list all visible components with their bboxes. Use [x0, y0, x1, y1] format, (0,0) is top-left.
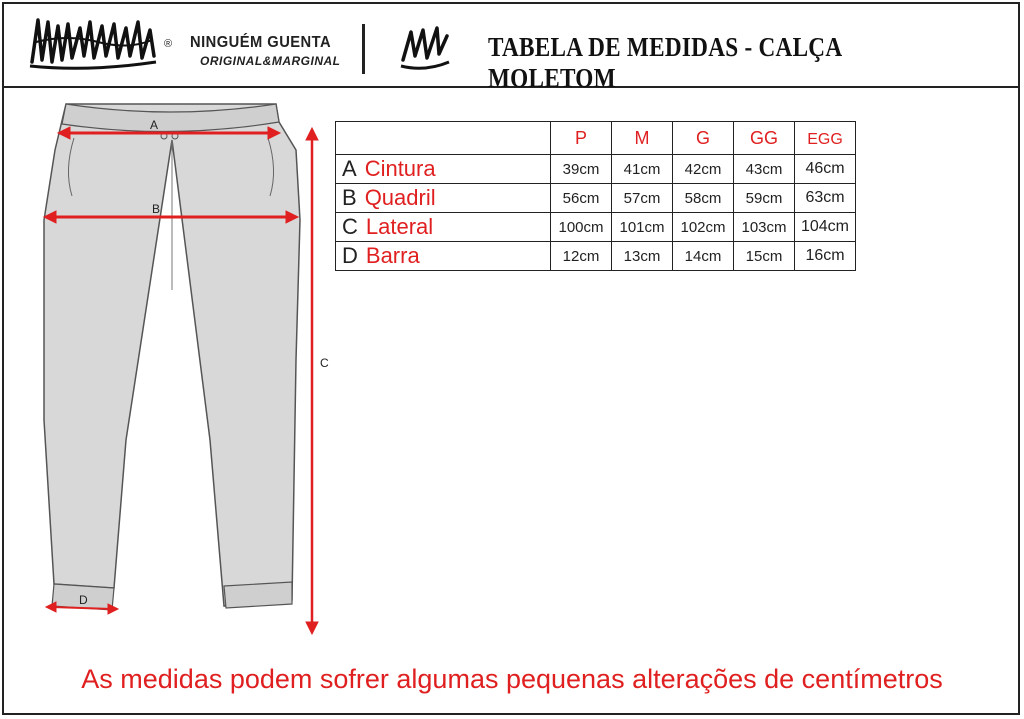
right-cuff — [224, 582, 292, 608]
table-cell: 57cm — [612, 184, 673, 213]
measure-letter: D — [342, 243, 358, 268]
table-cell: 101cm — [612, 213, 673, 242]
table-row — [336, 213, 856, 242]
measure-name: Barra — [365, 243, 420, 268]
brand-tagline: ORIGINAL&MARGINAL — [200, 54, 341, 68]
registered-mark: ® — [164, 38, 173, 50]
table-cell: 63cm — [795, 184, 856, 213]
measure-name: Quadril — [364, 185, 436, 210]
size-header-p: P — [551, 122, 612, 155]
table-cell: 43cm — [734, 155, 795, 184]
table-header-row — [336, 122, 856, 155]
footer-note: As medidas podem sofrer algumas pequenas alterações de centímetros — [81, 664, 943, 694]
table-cell: 12cm — [551, 242, 612, 271]
table-cell: 104cm — [795, 213, 856, 242]
diagram-label-d: D — [79, 593, 88, 607]
table-row — [336, 242, 856, 271]
measure-arrow-c — [306, 128, 318, 634]
size-header-g: G — [673, 122, 734, 155]
table-cell: 59cm — [734, 184, 795, 213]
table-cell: 58cm — [673, 184, 734, 213]
measure-letter: A — [342, 156, 357, 181]
size-table — [335, 121, 856, 271]
diagram-label-a: A — [150, 118, 159, 132]
table-cell: 42cm — [673, 155, 734, 184]
measure-label-cell — [336, 242, 551, 271]
size-header-m: M — [612, 122, 673, 155]
measure-letter: C — [342, 214, 358, 239]
brand-name: NINGUÉM GUENTA — [190, 34, 332, 51]
table-cell: 14cm — [673, 242, 734, 271]
table-cell: 56cm — [551, 184, 612, 213]
size-header-egg: EGG — [795, 122, 856, 155]
diagram-label-b: B — [152, 202, 161, 216]
diagram-label-c: C — [320, 356, 329, 370]
table-cell: 39cm — [551, 155, 612, 184]
measure-label-cell — [336, 155, 551, 184]
table-row — [336, 155, 856, 184]
table-cell: 41cm — [612, 155, 673, 184]
measure-label-cell — [336, 213, 551, 242]
table-cell: 13cm — [612, 242, 673, 271]
page-title: TABELA DE MEDIDAS - CALÇA MOLETOM — [488, 32, 842, 93]
table-cell: 46cm — [795, 155, 856, 184]
measure-label-cell — [336, 184, 551, 213]
size-header-gg: GG — [734, 122, 795, 155]
table-cell: 102cm — [673, 213, 734, 242]
table-cell: 16cm — [795, 242, 856, 271]
table-cell: 103cm — [734, 213, 795, 242]
table-cell: 100cm — [551, 213, 612, 242]
measure-letter: B — [342, 185, 357, 210]
measure-name: Lateral — [365, 214, 434, 239]
measure-name: Cintura — [364, 156, 436, 181]
table-cell: 15cm — [734, 242, 795, 271]
table-row — [336, 184, 856, 213]
table-corner-cell — [336, 122, 551, 155]
